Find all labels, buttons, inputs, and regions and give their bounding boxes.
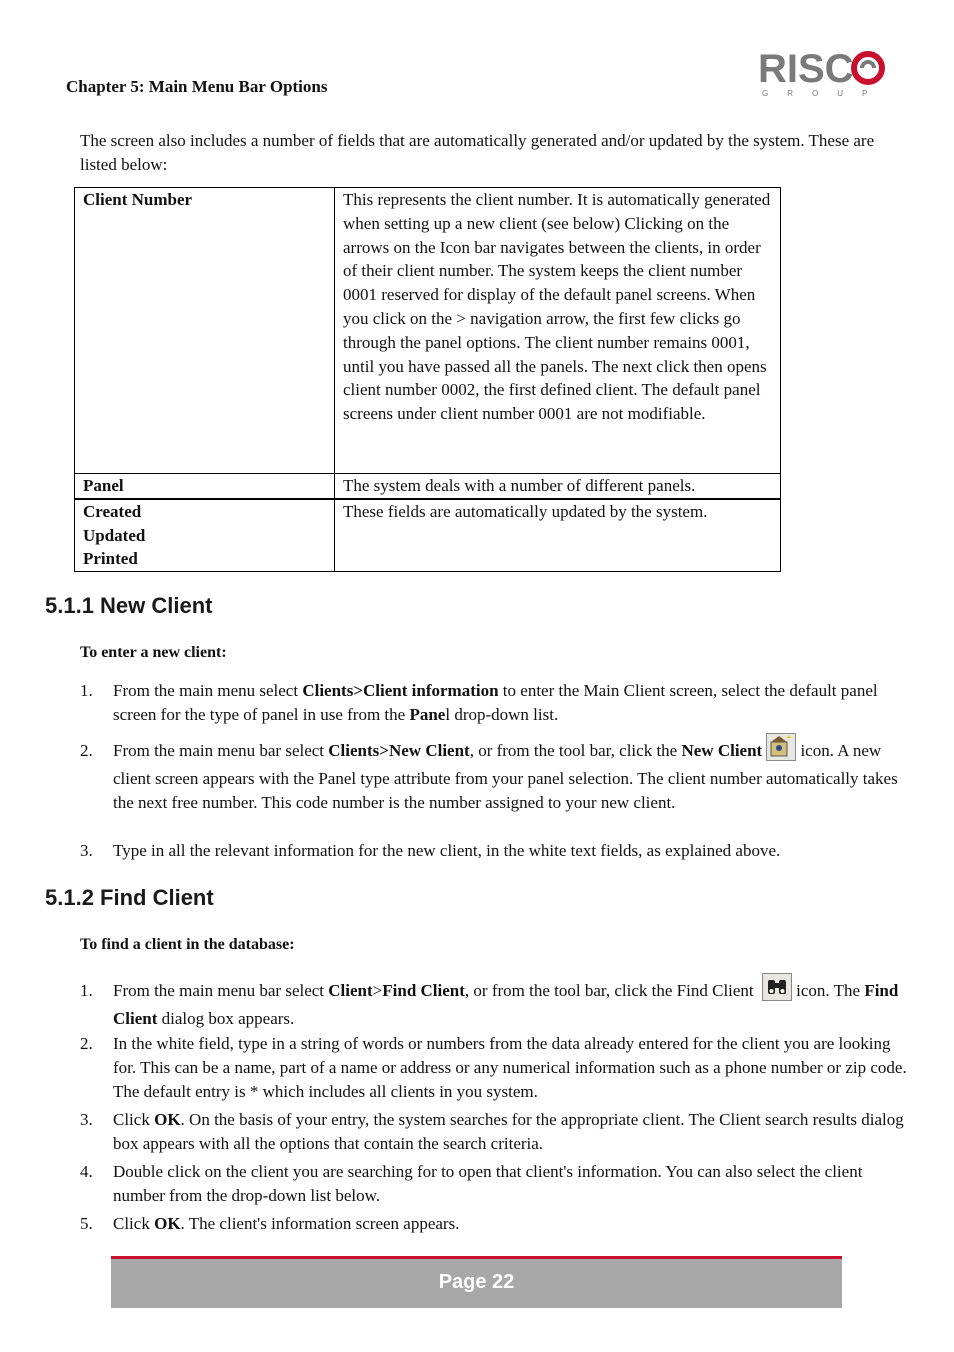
table-row [75,188,781,474]
find-client-subheading: To find a client in the database: [80,936,295,953]
field-name: Client Number [75,188,335,474]
chapter-title: Chapter 5: Main Menu Bar Options [66,77,328,96]
page-footer [111,1256,842,1308]
field-name: Created [83,501,142,521]
new-client-icon [766,733,796,761]
field-description: These fields are automatically updated by the system. [335,499,781,572]
intro-paragraph: The screen also includes a number of fields that are automatically generated and/or updated by the system. These are listed below: [80,131,875,174]
section-heading-new-client: 5.1.1 New Client [45,593,213,618]
field-name: Updated [83,525,146,545]
new-client-subheading: To enter a new client: [80,644,227,661]
fields-table [74,187,781,572]
section-heading-find-client: 5.1.2 Find Client [45,885,214,910]
table-row [75,474,781,499]
field-description: This represents the client number. It is automatically generated when setting up a new client (see below) Clicking on the arrows on the Icon bar navigates between the clients, in order of their client number. The system keeps the client number 0001 reserved for display of the default panel screens. When you click on the > navigation arrow, the first few clicks go through the panel options. The client number remains 0001, until you have passed all the panels. The next click then opens client number 0002, the first defined client. The default panel screens under client number 0001 are not modifiable. [335,188,781,474]
svg-text:GROUP: GROUP [762,89,887,98]
field-name: Panel [75,474,335,499]
binoculars-icon [762,973,792,1001]
field-name: Printed [83,549,138,569]
svg-text:RISC: RISC [758,47,854,91]
page-number: Page 22 [438,1271,515,1293]
table-row [75,499,781,572]
risco-logo [758,46,888,98]
field-description: The system deals with a number of different panels. [335,474,781,499]
